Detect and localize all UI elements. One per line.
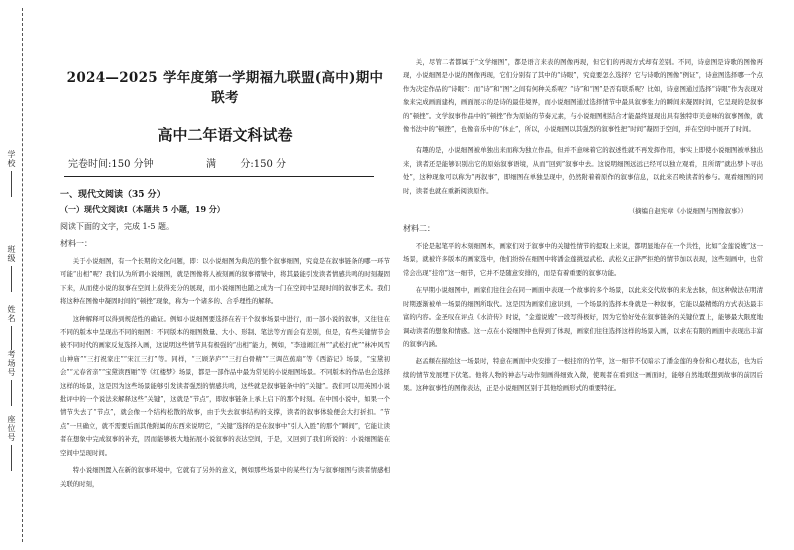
header-rule <box>64 176 374 177</box>
score-value: 分:150 分 <box>240 159 287 170</box>
material2-paragraph: 在早期小说细图中，画家们往往会在同一画面中表现一个故事的多个场景，以此来交代故事的来龙去脉，但这种做法在明清时期逐渐被单一场景的细图所取代。这是因为画家们意识到，一个场景的选择本身就是一种叙事，它能以最精炼的方式表达最丰富的内容。金圣叹在评点《水浒传》时说，“金莲说嫂”一段写得极好，因为它恰好处在叙事链条的关键位置上，能够最大限度地调动读者的想象和情感。这一点在小说细图中也得到了体现，画家们往往选择这样的场景入画，以求在有限的画面中表现出丰富的叙事内涵。 <box>403 286 763 348</box>
binding-field-school: 学校 <box>7 150 16 197</box>
material2-label: 材料二： <box>403 224 435 234</box>
sub-heading: （一）现代文阅读Ⅰ（本题共 5 小题，19 分） <box>60 204 225 214</box>
paper-title: 高中二年语文科试卷 <box>157 126 293 144</box>
material1-paragraph: 特小说细图置入在新的叙事环境中，它就有了另外的意义，例如那些场景中的某些行为与叙事细图与读者情感相关联的时刻， <box>60 466 390 488</box>
material1-paragraph: 关于小说细图，有一个长期的文化问题，即：以小说细图为典范的整个叙事细图，究竟是在叙事链条的哪一环节可能“出相”呢？我们认为所谓小说细图，就是图像将人被刻画的叙事褶皱中，将其最能引发读者情感共鸣的时刻凝固下来，从而使小说的叙事在空间上获得充分的展现，而小说细图也随之成为一门在空间中呈现时间的叙事艺术。我们将这种在图像中凝固时间的“顿挫”现象，称为一个诸多的、合乎理性的解释。 <box>60 257 390 306</box>
material2-paragraph: 不论是起笔平的木刻细图本，画家们对于叙事中的关键性情节的提取上来说，都明显地存在一个共性，比如“金莲说嫂”这一场景，就被许多版本的画家选中，他们纷纷在细图中将潘金莲挑逗武松、武松义正辞严拒绝的情节加以表现，这些刻画中，也常常会出现“挂帘”这一细节，它并不是随意安排的，而是有着重要的叙事功能。 <box>403 242 763 277</box>
material2-paragraph: 赵孟頫在描绘这一场景时，特意在画面中央安排了一根挂帘的竹竿，这一细节不仅暗示了潘金莲的身份和心理状态，也为后续的情节发展埋下伏笔。他将人物的神态与动作刻画得细致入微，使观者在看到这一画面时，能够自然地联想到故事的前因后果。这种叙事性的图像表达，正是小说细图区别于其他绘画形式的重要特征。 <box>403 357 763 393</box>
instruction: 阅读下面的文字，完成 1-5 题。 <box>60 222 174 231</box>
right-paragraph: 有趣的是，小说细图被单独出来而称为独立作品，但并不意味着它的叙述性就不再发挥作用，事实上即使小说细图被单独出来，读者还是能够识别出它的原始叙事语境，从而“回到”叙事中去。这说明细图远远已经可以独立观看，且所谓“就出梦卜寻出处”，这种现象可以称为“再叙事”，即细图在单独呈现中，仍然附着着原作的叙事信息，以此来召唤读者的参与。观看细图的同时，读者也就在重新阅读原作。 <box>403 146 763 195</box>
score-label: 满 <box>206 159 217 170</box>
binding-field-seat: 座位号 <box>7 415 16 471</box>
left-column <box>60 56 390 491</box>
material1-label: 材料一： <box>60 239 92 248</box>
binding-dashed-line <box>22 8 23 542</box>
exam-title: 2024—2025 学年度第一学期福九联盟(高中)期中联考 <box>66 70 384 106</box>
section-heading: 一、现代文阅读（35 分） <box>60 190 166 200</box>
binding-margin <box>0 0 40 550</box>
binding-field-room: 考场号 <box>7 350 16 406</box>
binding-field-class: 班级 <box>7 245 16 292</box>
binding-field-name: 姓名 <box>7 305 16 352</box>
right-column <box>403 56 763 396</box>
time-label: 完卷时间:150 分钟 <box>68 159 154 170</box>
material1-paragraph: 这种解释可以得到规范性的确证。例如小说细图要选择在若干个叙事场景中进行，而一部小说的叙事，又往往在不同的版本中呈现出不同的细图：不同版本的细图数量、大小、形制、笔法等方面会有差别，但是，有些关键情节会被不同时代的画家反复选择入画，这说明这些情节具有极强的“出相”能力，例如，“李逵闹江州”“武松打虎”“林冲风雪山神庙”“三打祝家庄”“宋江三打”等。同样，“三顾茅庐”“三打白骨精”“三调芭蕉扇”等《西游记》场景，“宝黛初会”“元春省亲”“宝黛读西厢”等《红楼梦》场景，都是一部作品中最为常见的小说细图场景。不同版本的作品也会选择这样的场景，这是因为这些场景能够引发读者强烈的情感共鸣，这些就是叙事链条中的“关键”。我们可以用英国小说批评中的一个说法来解释这些“关键”，这就是“节点”，即叙事链条上承上启下的那个时刻。在中国小说中，如果一个情节失去了“节点”，就会像一个结构松散的故事，由于失去叙事结构的支撑，读者的叙事体验便会大打折扣。“节点”一旦确立，就不需要后面其他附属的东西来说明它，“关键”选择的是在叙事中“引人入胜”的那个“瞬间”，它能让读者在想象中完成叙事的补充，因而能够极大地拓展小说叙事的表达空间，于是，又回到了我们所说的：小说细图能在空间中呈现时间。 <box>60 314 390 457</box>
right-paragraph: 关，尽管二者都属于“文学细图”，都是语言来表的图像再现，但它们的再现方式却有差别。不同，诗意图是诗歌的图像再现，小说细图是小说的图像再现，它们分别有了其中的“诗眼”，究竟要怎么选择？它与诗歌的图像“例证”，诗意图选择哪一个点作为决定作品的“诗眼”：而“诗”和“图”之间有何种关系呢？“诗”和“图”是否有联系呢？比如，诗意图通过选择“诗眼”作为表现对象来完成画面建构，画面展示的是诗的最佳境界，而小说细图通过选择情节中最具叙事张力的瞬间来凝固时间，它呈现的是叙事的“顿挫”。文学叙事作品中的“顿挫”作为原始的节奏元素，与小说细图相结合才能最终显现出具有独特审美意味的叙事图像，就像书法中的“顿挫”，也像音乐中的“休止”，所以，小说细图以其强烈的叙事性把“时间”凝固于空间，并在空间中展开了时间。 <box>403 58 763 134</box>
source-citation: （摘编自赵宪章《小说细图与图像叙事》） <box>628 207 747 216</box>
exam-meta <box>68 155 390 170</box>
